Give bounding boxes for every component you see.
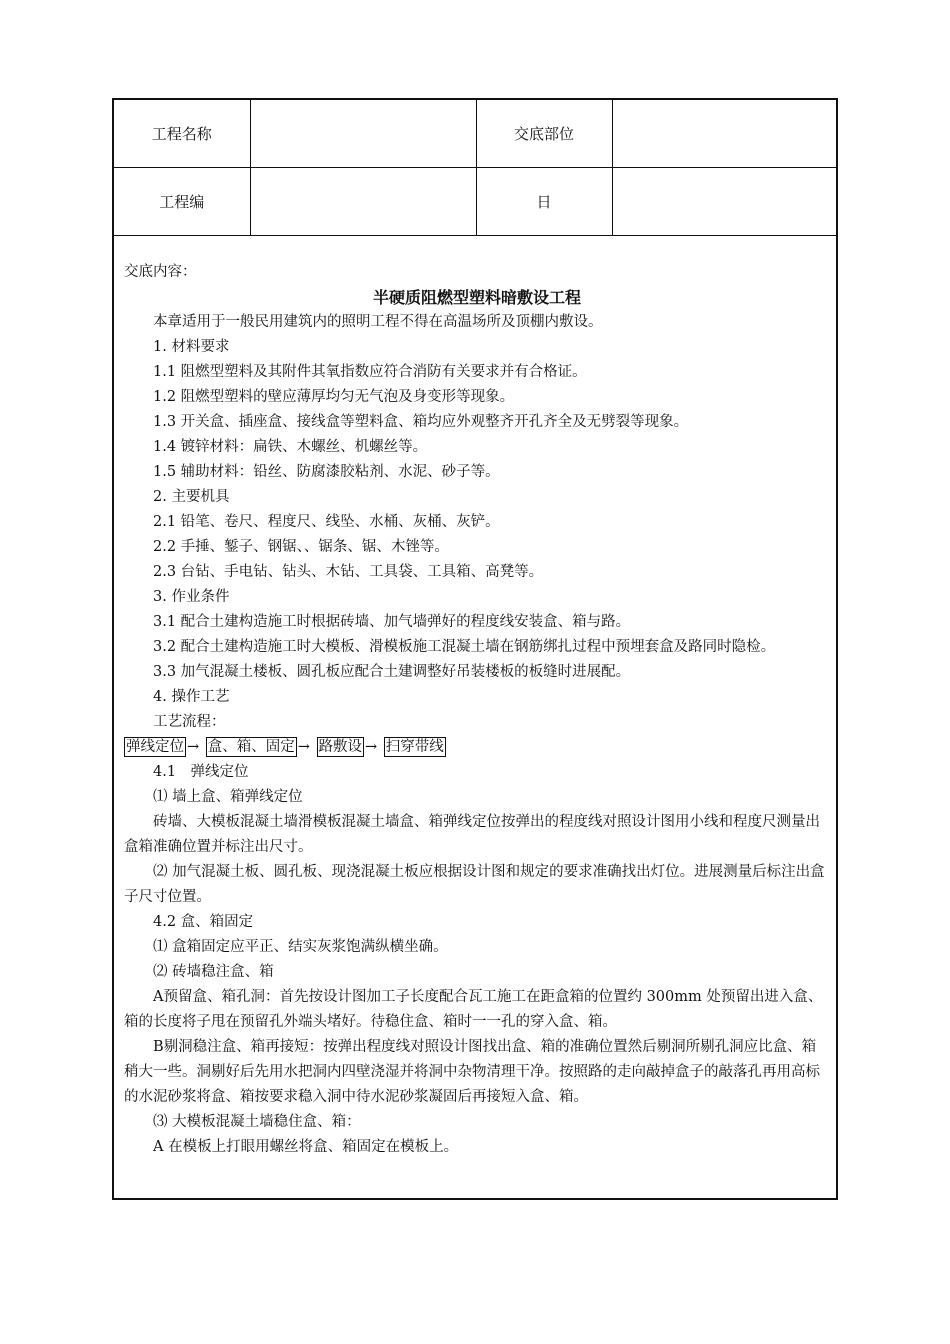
content-line: 1.4 镀锌材料：扁铁、木螺丝、机螺丝等。 [153,439,428,455]
content-line: ⑵ 加气混凝土板、圆孔板、现浇混凝土板应根据设计图和规定的要求准确找出灯位。进展测量后标注出盒子尺寸位置。 [124,864,825,905]
header-table [114,100,836,236]
content-line: A预留盒、箱孔洞：首先按设计图加工子长度配合瓦工施工在距盒箱的位置约 300mm 处预留出进入盒、箱的长度将子甩在预留孔外端头堵好。待稳住盒、箱时一一孔的穿入盒、箱。 [124,989,823,1030]
content-line: 2.2 手捶、錾子、钢锯、、锯条、锯、木锉等。 [153,539,449,555]
content-line: ⑴ 盒箱固定应平正、结实灰浆饱满纵横坐确。 [153,939,448,955]
content-lines-b [124,760,830,1160]
content-line: 2.3 台钻、手电钻、钻头、木钻、工具袋、工具箱、高凳等。 [153,564,544,580]
content-line: ⑵ 砖墙稳注盒、箱 [153,964,274,980]
project-no-value [250,168,476,236]
intro-label: 交底内容： [124,264,197,280]
project-name-label: 工程名称 [114,100,250,168]
content-line: 4.2 盒、箱固定 [153,914,254,930]
date-label: 日 [476,168,612,236]
content-line: 1.3 开关盒、插座盒、接线盒等塑料盒、箱均应外观整齐开孔齐全及无劈裂等现象。 [153,414,689,430]
flow-arrow-icon: → [365,739,378,755]
content-line: ⑶ 大模板混凝土墙稳住盒、箱： [153,1114,361,1130]
content-line: 3.2 配合土建构造施工时大模板、滑模板施工混凝土墙在钢筋绑扎过程中预埋套盒及路同时隐检。 [153,639,776,655]
flow-step: 盒、箱、固定 [207,739,295,755]
content-line: 本章适用于一般民用建筑内的照明工程不得在高温场所及顶棚内敷设。 [153,314,603,330]
content-line: 1. 材料要求 [153,339,230,355]
header-row-2 [114,168,836,236]
content-line: 4. 操作工艺 [153,689,230,705]
content-line: 4.1 弹线定位 [153,764,249,780]
form-sheet [112,98,838,1200]
content-line: 1.2 阻燃型塑料的壁应薄厚均匀无气泡及身变形等现象。 [153,389,515,405]
content-area [124,260,830,1160]
document-title: 半硬质阻燃型塑料暗敷设工程 [372,288,581,307]
process-flow [124,735,830,760]
section-value [612,100,836,168]
content-line: 2. 主要机具 [153,489,230,505]
content-line: 2.1 铅笔、卷尺、程度尺、线坠、水桶、灰桶、灰铲。 [153,514,500,530]
flow-step: 路敷设 [318,739,363,755]
content-line: 1.5 辅助材料：铅丝、防腐漆胶粘剂、水泥、砂子等。 [153,464,500,480]
project-no-label: 工程编 [114,168,250,236]
content-line: 砖墙、大模板混凝土墙滑模板混凝土墙盒、箱弹线定位按弹出的程度线对照设计图用小线和程度尺测量出盒箱准确位置并标注出尺寸。 [124,814,820,855]
section-label: 交底部位 [476,100,612,168]
content-line: 3.3 加气混凝土楼板、圆孔板应配合土建调整好吊装楼板的板缝时进展配。 [153,664,631,680]
date-value [612,168,836,236]
content-line: A 在模板上打眼用螺丝将盒、箱固定在模板上。 [153,1139,459,1155]
flow-arrow-icon: → [297,739,310,755]
project-name-value [250,100,476,168]
content-line: 3.1 配合土建构造施工时根据砖墙、加气墙弹好的程度线安装盒、箱与路。 [153,614,631,630]
flow-step: 弹线定位 [126,739,184,755]
content-line: 1.1 阻燃型塑料及其附件其氧指数应符合消防有关要求并有合格证。 [153,364,587,380]
content-line: B剔洞稳注盒、箱再接短：按弹出程度线对照设计图找出盒、箱的准确位置然后剔洞所剔孔洞应比盒、箱稍大一些。洞剔好后先用水把洞内四壁浇湿并将洞中杂物清理干净。按照路的走向敲掉盒子的敲落孔再用高标的水泥砂浆将盒、箱按要求稳入洞中待水泥砂浆凝固后再接短入盒、箱。 [124,1039,820,1105]
header-row-1 [114,100,836,168]
content-line: 3. 作业条件 [153,589,230,605]
content-line: ⑴ 墙上盒、箱弹线定位 [153,789,303,805]
content-lines-a [124,310,830,735]
content-line: 工艺流程： [153,714,226,730]
flow-step: 扫穿带线 [385,739,444,755]
flow-arrow-icon: → [187,739,200,755]
